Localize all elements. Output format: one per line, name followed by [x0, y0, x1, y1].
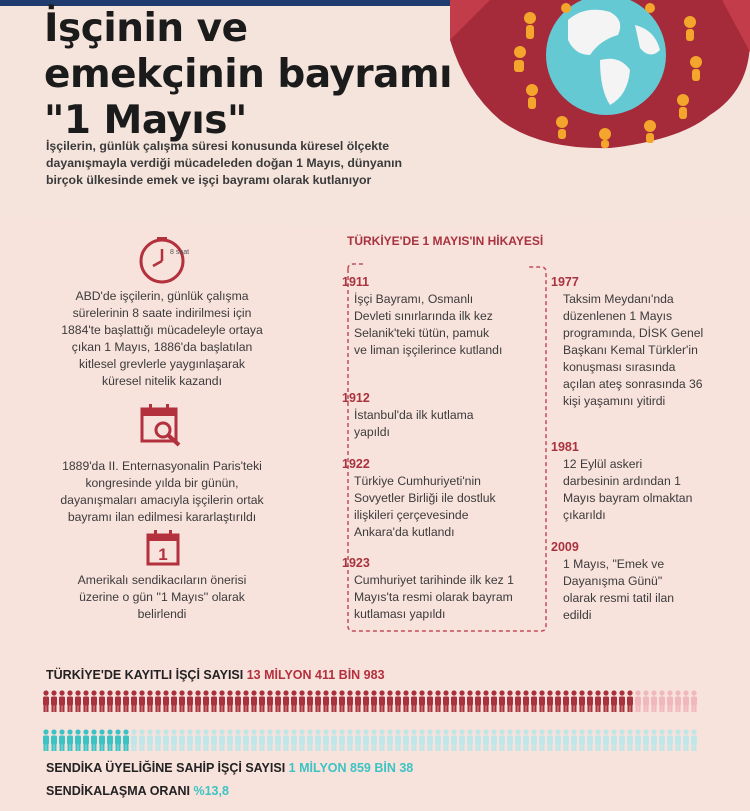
union-member-figure — [483, 729, 489, 751]
worker-figure — [259, 690, 265, 712]
worker-figure — [203, 690, 209, 712]
union-member-figure — [395, 729, 401, 751]
worker-figure — [331, 690, 337, 712]
union-member-figure — [283, 729, 289, 751]
worker-figure — [643, 690, 649, 712]
union-member-figure — [507, 729, 513, 751]
union-member-figure — [595, 729, 601, 751]
timeline-event-1911: İşçi Bayramı, Osmanlı Devleti sınırlarında ilk kez Selanik'teki tütün, pamuk ve liman işçilerince kutlandı — [354, 292, 503, 357]
worker-figure — [691, 690, 697, 712]
union-member-figure — [83, 729, 89, 751]
union-member-figure — [539, 729, 545, 751]
timeline-year-1911: 1911 — [342, 275, 370, 289]
worker-figure — [155, 690, 161, 712]
clock-label: 8 saat — [170, 249, 190, 256]
registered-workers-pictogram — [43, 690, 703, 714]
left-item-2-text: 1889'da II. Enternasyonalin Paris'teki kongresinde yılda bir günün, dayanışmaları amacıyla işçilerin ortak bayramı ilan edilmesi kararlaştırıldı — [60, 459, 264, 524]
worker-figure — [299, 690, 305, 712]
union-member-figure — [187, 729, 193, 751]
union-member-figure — [675, 729, 681, 751]
worker-figure — [363, 690, 369, 712]
timeline-year-1912: 1912 — [342, 391, 370, 405]
union-member-figure — [499, 729, 505, 751]
union-member-figure — [347, 729, 353, 751]
worker-figure — [507, 690, 513, 712]
worker-figure — [131, 690, 137, 712]
left-item-3-text: Amerikalı sendikacıların önerisi üzerine o gün ''1 Mayıs'' olarak belirlendi — [77, 573, 247, 621]
union-member-figure — [107, 729, 113, 751]
timeline-event-1977: Taksim Meydanı'nda düzenlenen 1 Mayıs programında, DİSK Genel Başkanı Kemal Türkler'in konuşması sırasında açılan ateş sonrasında 36 kişi yaşamını yitirdi — [563, 292, 704, 408]
union-member-figure — [307, 729, 313, 751]
union-member-figure — [579, 729, 585, 751]
worker-figure — [531, 690, 537, 712]
union-member-figure — [203, 729, 209, 751]
union-member-figure — [43, 729, 49, 751]
union-member-figure — [211, 729, 217, 751]
worker-figure — [339, 690, 345, 712]
union-members-label: SENDİKA ÜYELİĞİNE SAHİP İŞÇİ SAYISI — [46, 761, 286, 775]
union-member-figure — [291, 729, 297, 751]
worker-figure — [451, 690, 457, 712]
union-member-figure — [563, 729, 569, 751]
timeline-event-2009: 1 Mayıs, "Emek ve Dayanışma Günü" olarak resmi tatil ilan edildi — [563, 557, 675, 622]
worker-figure — [515, 690, 521, 712]
worker-figure — [435, 690, 441, 712]
union-member-figure — [403, 729, 409, 751]
union-member-figure — [443, 729, 449, 751]
timeline-event-1922: Türkiye Cumhuriyeti'nin Sovyetler Birliği ile dostluk ilişkileri çerçevesinde Ankara'da kutlandı — [354, 474, 496, 539]
union-member-figure — [419, 729, 425, 751]
globe-icon — [546, 0, 666, 115]
worker-figure — [411, 690, 417, 712]
left-item-1-text: ABD'de işçilerin, günlük çalışma sürelerinin 8 saate indirilmesi için 1884'te başlattığı mücadeleyle ortaya çıkan 1 Mayıs, 1886'da başlatılan kitlesel grevlerle yaygınlaşarak küresel nitelik kazandı — [61, 289, 263, 388]
worker-figure — [563, 690, 569, 712]
union-member-figure — [275, 729, 281, 751]
union-member-figure — [387, 729, 393, 751]
union-member-figure — [51, 729, 57, 751]
worker-figure — [459, 690, 465, 712]
union-member-figure — [251, 729, 257, 751]
union-member-figure — [411, 729, 417, 751]
worker-figure — [115, 690, 121, 712]
union-member-figure — [123, 729, 129, 751]
worker-figure — [443, 690, 449, 712]
union-member-figure — [331, 729, 337, 751]
timeline-year-1981: 1981 — [551, 440, 579, 454]
clock-8-hours-icon — [137, 236, 190, 286]
union-member-figure — [603, 729, 609, 751]
union-members-stat — [46, 761, 413, 775]
worker-figure — [323, 690, 329, 712]
unionization-rate-stat — [46, 784, 229, 798]
worker-figure — [43, 690, 49, 712]
worker-figure — [499, 690, 505, 712]
union-member-figure — [339, 729, 345, 751]
union-member-figure — [643, 729, 649, 751]
worker-figure — [651, 690, 657, 712]
union-member-figure — [299, 729, 305, 751]
unionization-rate-value: %13,8 — [193, 784, 229, 798]
worker-figure — [387, 690, 393, 712]
worker-figure — [355, 690, 361, 712]
worker-figure — [419, 690, 425, 712]
union-member-figure — [195, 729, 201, 751]
worker-figure — [659, 690, 665, 712]
worker-figure — [603, 690, 609, 712]
worker-figure — [427, 690, 433, 712]
worker-figure — [571, 690, 577, 712]
worker-figure — [475, 690, 481, 712]
worker-figure — [483, 690, 489, 712]
union-member-figure — [75, 729, 81, 751]
calendar-day-one-icon — [146, 530, 180, 566]
worker-figure — [83, 690, 89, 712]
union-member-figure — [147, 729, 153, 751]
worker-figure — [235, 690, 241, 712]
calendar-day-number: 1 — [158, 545, 168, 564]
union-member-figure — [619, 729, 625, 751]
union-member-figure — [315, 729, 321, 751]
union-member-figure — [379, 729, 385, 751]
union-members-pictogram — [43, 729, 703, 753]
union-member-figure — [179, 729, 185, 751]
worker-figure — [75, 690, 81, 712]
union-member-figure — [635, 729, 641, 751]
union-member-figure — [323, 729, 329, 751]
union-member-figure — [259, 729, 265, 751]
registered-workers-value: 13 MİLYON 411 BİN 983 — [246, 668, 385, 682]
union-member-figure — [659, 729, 665, 751]
worker-figure — [395, 690, 401, 712]
timeline-year-1923: 1923 — [342, 556, 370, 570]
worker-figure — [667, 690, 673, 712]
worker-figure — [619, 690, 625, 712]
worker-figure — [523, 690, 529, 712]
worker-figure — [683, 690, 689, 712]
union-member-figure — [115, 729, 121, 751]
union-member-figure — [427, 729, 433, 751]
worker-figure — [267, 690, 273, 712]
worker-figure — [379, 690, 385, 712]
timeline-year-2009: 2009 — [551, 540, 579, 554]
worker-figure — [291, 690, 297, 712]
worker-figure — [107, 690, 113, 712]
worker-figure — [587, 690, 593, 712]
worker-figure — [67, 690, 73, 712]
worker-figure — [611, 690, 617, 712]
union-member-figure — [467, 729, 473, 751]
union-member-figure — [587, 729, 593, 751]
union-member-figure — [451, 729, 457, 751]
union-member-figure — [267, 729, 273, 751]
union-member-figure — [611, 729, 617, 751]
worker-figure — [219, 690, 225, 712]
worker-figure — [371, 690, 377, 712]
timeline-year-1977: 1977 — [551, 275, 579, 289]
worker-figure — [99, 690, 105, 712]
subtitle: İşçilerin, günlük çalışma süresi konusunda küresel ölçekte dayanışmayla verdiği mücadeleden doğan 1 Mayıs, dünyanın birçok ülkesinde emek ve işçi bayramı olarak kutlanıyor — [46, 139, 403, 187]
union-member-figure — [515, 729, 521, 751]
union-member-figure — [627, 729, 633, 751]
worker-figure — [51, 690, 57, 712]
union-member-figure — [683, 729, 689, 751]
timeline-title: TÜRKİYE'DE 1 MAYIS'IN HİKAYESİ — [347, 234, 544, 248]
worker-figure — [123, 690, 129, 712]
registered-workers-label: TÜRKİYE'DE KAYITLI İŞÇİ SAYISI — [46, 668, 244, 682]
worker-figure — [227, 690, 233, 712]
union-member-figure — [667, 729, 673, 751]
timeline-year-1922: 1922 — [342, 457, 370, 471]
worker-figure — [555, 690, 561, 712]
worker-figure — [547, 690, 553, 712]
worker-figure — [187, 690, 193, 712]
union-member-figure — [555, 729, 561, 751]
worker-figure — [179, 690, 185, 712]
union-member-figure — [91, 729, 97, 751]
worker-figure — [251, 690, 257, 712]
worker-figure — [243, 690, 249, 712]
worker-figure — [163, 690, 169, 712]
union-member-figure — [547, 729, 553, 751]
union-member-figure — [523, 729, 529, 751]
worker-figure — [491, 690, 497, 712]
worker-figure — [147, 690, 153, 712]
worker-figure — [539, 690, 545, 712]
worker-figure — [139, 690, 145, 712]
union-member-figure — [99, 729, 105, 751]
union-member-figure — [155, 729, 161, 751]
timeline-event-1923: Cumhuriyet tarihinde ilk kez 1 Mayıs'ta resmi olarak bayram kutlaması yapıldı — [354, 573, 514, 621]
union-member-figure — [67, 729, 73, 751]
registered-workers-stat — [46, 668, 385, 682]
union-member-figure — [355, 729, 361, 751]
union-member-figure — [691, 729, 697, 751]
timeline-event-1912: İstanbul'da ilk kutlama yapıldı — [354, 408, 474, 439]
title-line-1: İşçinin ve — [44, 6, 248, 51]
union-member-figure — [219, 729, 225, 751]
worker-figure — [171, 690, 177, 712]
worker-figure — [195, 690, 201, 712]
union-member-figure — [131, 729, 137, 751]
union-member-figure — [651, 729, 657, 751]
worker-figure — [91, 690, 97, 712]
union-member-figure — [435, 729, 441, 751]
union-member-figure — [139, 729, 145, 751]
worker-figure — [467, 690, 473, 712]
globe-banner — [450, 0, 750, 150]
calendar-search-icon — [139, 403, 185, 447]
union-member-figure — [59, 729, 65, 751]
worker-figure — [403, 690, 409, 712]
worker-figure — [347, 690, 353, 712]
union-member-figure — [571, 729, 577, 751]
union-members-value: 1 MİLYON 859 BİN 38 — [288, 761, 414, 775]
worker-figure — [635, 690, 641, 712]
unionization-rate-label: SENDİKALAŞMA ORANI — [46, 784, 190, 798]
worker-figure — [579, 690, 585, 712]
worker-figure — [627, 690, 633, 712]
union-member-figure — [475, 729, 481, 751]
page-title — [44, 6, 452, 144]
title-line-3: "1 Mayıs" — [44, 98, 247, 143]
union-member-figure — [491, 729, 497, 751]
union-member-figure — [459, 729, 465, 751]
worker-figure — [675, 690, 681, 712]
worker-figure — [307, 690, 313, 712]
worker-figure — [275, 690, 281, 712]
union-member-figure — [171, 729, 177, 751]
title-line-2: emekçinin bayramı — [44, 52, 452, 97]
timeline-event-1981: 12 Eylül askeri darbesinin ardından 1 Mayıs bayram olmaktan çıkarıldı — [563, 457, 693, 522]
union-member-figure — [371, 729, 377, 751]
union-member-figure — [235, 729, 241, 751]
worker-figure — [315, 690, 321, 712]
union-member-figure — [243, 729, 249, 751]
union-member-figure — [163, 729, 169, 751]
worker-figure — [595, 690, 601, 712]
union-member-figure — [531, 729, 537, 751]
worker-figure — [283, 690, 289, 712]
union-member-figure — [227, 729, 233, 751]
worker-figure — [211, 690, 217, 712]
union-member-figure — [363, 729, 369, 751]
worker-figure — [59, 690, 65, 712]
